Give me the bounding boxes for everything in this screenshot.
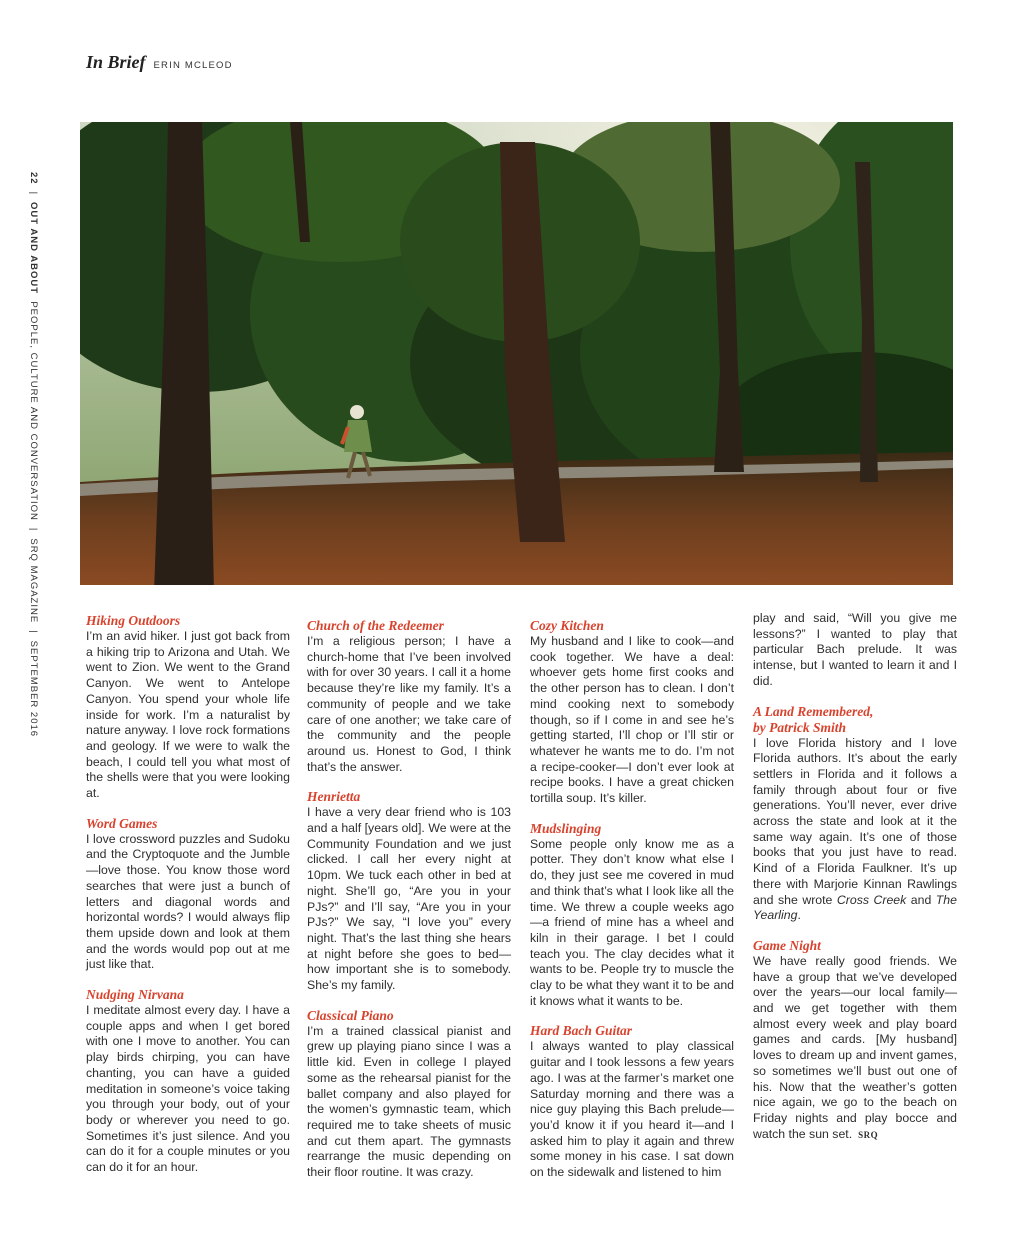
- column-4: [753, 611, 957, 1157]
- body-bach-continued: play and said, “Will you give me lessons?” I wanted to play that particular Bach prelude. It was intense, but I wanted to learn it and I did.: [753, 611, 957, 688]
- body-piano: I’m a trained classical pianist and grew up playing piano since I was a little kid. Even in college I played some as the rehearsal pianist for the ballet company and also played for the women’s gymnastic team, which required me to take sheets of music and cut them apart. The gymnasts rearrange the music depending on their floor routine. It was crazy.: [307, 1023, 511, 1180]
- column-2: [307, 618, 511, 1195]
- body-church: I’m a religious person; I have a church-home that I’ve been involved with for over 30 years. I call it a home because they’re like my family. It’s a community of people and we take care of one another; we take care of the community and the people around us. Honest to God, I think that’s the answer.: [307, 634, 511, 774]
- folio-section: OUT AND ABOUT: [28, 202, 39, 295]
- heading-game-night: Game Night: [753, 937, 821, 953]
- body-game-night: [753, 954, 957, 1143]
- body-land-and: and: [906, 892, 936, 907]
- body-game-text: We have really good friends. We have a group that we’ve developed over the years—our local family—and we get together with them almost every week and play board games and cards. [My husband] loves to dream up and invent games, so sometimes we’ll bust out one of his. Now that the weather’s gotten nice again, we go to the beach on Friday nights and play bocce and watch the sun set.: [753, 953, 957, 1141]
- heading-piano: Classical Piano: [307, 1007, 394, 1023]
- section-title: In Brief: [86, 52, 146, 72]
- body-word-games: I love crossword puzzles and Sudoku and the Cryptoquote and the Jumble—love those. You know those word searches that were just a bunch of letters and diagonal words and horizontal words? I would always flip them upside down and look at them and the words would pop out at me just like that.: [86, 831, 290, 972]
- folio-subtitle: PEOPLE, CULTURE AND CONVERSATION: [28, 301, 39, 521]
- heading-kitchen: Cozy Kitchen: [530, 618, 604, 633]
- column-1: [86, 613, 290, 1190]
- heading-henrietta: Henrietta: [307, 789, 361, 805]
- feature-photo: [80, 122, 953, 585]
- page-header: [86, 52, 233, 73]
- heading-mudslinging: Mudslinging: [530, 820, 602, 836]
- heading-word-games: Word Games: [86, 815, 158, 831]
- book-the-yearling: The Yearling: [753, 892, 957, 923]
- folio-magazine: SRQ MAGAZINE: [28, 538, 39, 624]
- park-walker-illustration: [80, 122, 953, 585]
- body-land-end: .: [797, 908, 801, 923]
- body-kitchen: My husband and I like to cook—and cook together. We have a deal: whoever gets home first cooks and the other person has to clean. I don’t mind cooking next to somebody though, so if I come in and see he’s getting started, I’ll chop or I’ll stir or whatever he wants me to do. I’m not a recipe-cooker—I don’t ever look at recipe books. I have a great chicken tortilla soup. It’s killer.: [530, 634, 734, 806]
- body-nirvana: I meditate almost every day. I have a couple apps and when I get bored with one I move to another. You can play birds chirping, you can have chanting, you can have a guided meditation in someone’s voice taking you through your body, out of your body or wherever you need to go. Sometimes it’s just silence. And you can do it for a couple minutes or you can do it for an hour.: [86, 1003, 290, 1175]
- body-bach: I always wanted to play classical guitar and I took lessons a few years ago. I was at the farmer’s market one Saturday morning and there was a nice guy playing this Bach prelude—you’d know it if you heard it—and I asked him to play it again and threw some money in his case. I sat down on the sidewalk and listened to him: [530, 1039, 734, 1180]
- page-number: 22: [28, 172, 39, 185]
- heading-bach: Hard Bach Guitar: [530, 1023, 633, 1039]
- heading-church: Church of the Redeemer: [307, 618, 444, 633]
- heading-nirvana: Nudging Nirvana: [86, 987, 184, 1003]
- body-hiking: I’m an avid hiker. I just got back from a hiking trip to Arizona and Utah. We went to Zion. We went to the Grand Canyon. We went to Antelope Canyon. You spend your whole life inside for work. I’m a naturalist by nature anyway. I love rock formations and geology. If we were to walk the beach, I could tell you what most of the shells were that you were looking at.: [86, 629, 290, 801]
- body-henrietta: I have a very dear friend who is 103 and a half [years old]. We were at the Community Foundation and we just clicked. I call her every night at 10pm. We tuck each other in bed at night. She’ll go, “Are you in your PJs?” and I’ll say, “Are you in your PJs?” We say, “I love you” every night. That’s the last thing she hears at night before she goes to bed—how important she is to somebody. She’s my family.: [307, 805, 511, 993]
- body-land-text: I love Florida history and I love Florida authors. It’s about the early settlers in Florida and it follows a family through about four or five generations. You’ll never, ever drive across the state and look at it the same way again. It’s one of those books that you just have to read. Kind of a Florida Faulkner. It’s up there with Marjorie Kinnan Rawlings and she wrote: [753, 735, 957, 907]
- book-cross-creek: Cross Creek: [836, 892, 907, 907]
- author-name: ERIN MCLEOD: [153, 60, 233, 71]
- column-3: [530, 618, 734, 1195]
- heading-land-line2: by Patrick Smith: [753, 719, 847, 735]
- folio-issue: SEPTEMBER 2016: [28, 640, 39, 738]
- end-mark: SRQ: [858, 1129, 879, 1140]
- body-land: [753, 736, 957, 924]
- heading-hiking: Hiking Outdoors: [86, 613, 181, 628]
- heading-land-line1: A Land Remembered,: [753, 703, 874, 719]
- body-mudslinging: Some people only know me as a potter. They don’t know what else I do, they just see me covered in mud and think that’s what I look like all the time. We threw a couple weeks ago—a friend of mine has a wheel and kiln in their garage. I bet I could teach you. The clay decides what it wants to be. People try to muscle the clay to be what they want it to be and it knows what it wants to be.: [530, 836, 734, 1008]
- folio-vertical: 22|OUT AND ABOUT PEOPLE, CULTURE AND CONVERSATION|SRQ MAGAZINE|SEPTEMBER 2016: [28, 172, 39, 738]
